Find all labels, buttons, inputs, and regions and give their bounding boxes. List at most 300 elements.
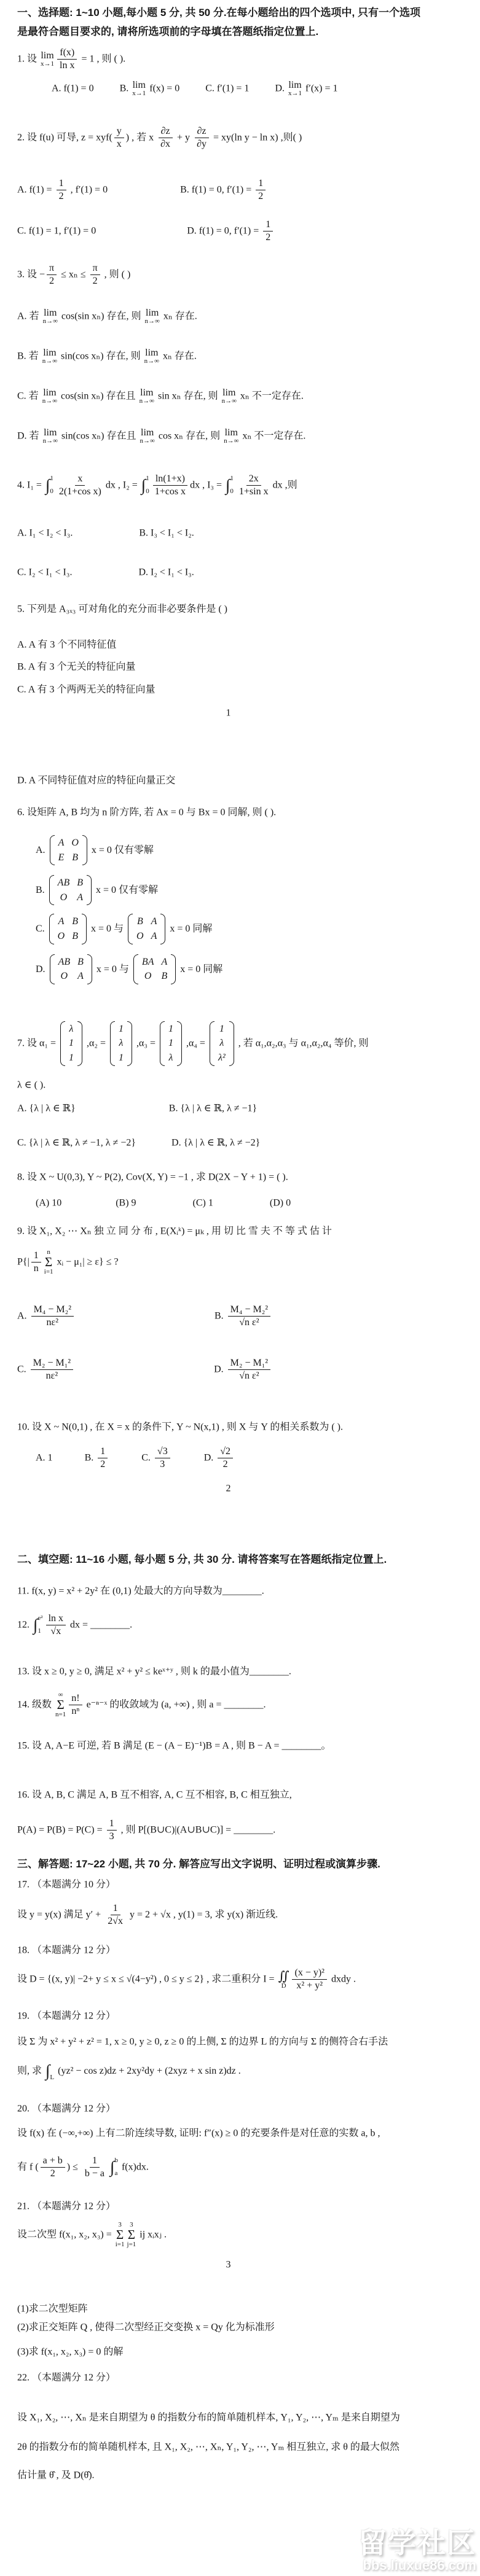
operator-symbol: lim xyxy=(145,347,159,358)
limit-operator xyxy=(222,388,237,405)
integral-upper: e² xyxy=(37,1614,43,1622)
integral-lower: L xyxy=(50,2073,55,2081)
fraction-denominator: 1+cos x xyxy=(154,486,186,497)
matrix-cell: O xyxy=(144,971,152,982)
fraction xyxy=(105,1902,125,1928)
fraction xyxy=(47,262,57,287)
q19-stem xyxy=(17,2035,464,2049)
text-run: 12. xyxy=(17,1619,32,1630)
integral-upper: b xyxy=(114,2157,118,2165)
matrix xyxy=(50,954,92,984)
fraction-numerator: M₂ − M₁² xyxy=(228,1357,270,1370)
fraction-denominator: x² + y² xyxy=(296,1980,323,1991)
matrix-cell: A xyxy=(77,892,83,903)
text-run: 9. 设 X₁, X₂ ⋯ Xₙ 独 立 同 分 布 , E(Xᵢᵏ) = μₖ , 用 切 比 雪 夫 不 等 式 估 计 xyxy=(17,1226,332,1237)
q16-stem xyxy=(17,1788,464,1802)
text-run: B. xyxy=(84,1452,96,1463)
stacked-operator xyxy=(55,1692,66,1718)
fraction xyxy=(194,125,209,150)
matrix xyxy=(160,1021,182,1066)
fraction-numerator: M₄ − M₂² xyxy=(228,1304,270,1317)
text-run: (yz² − cos z)dz + 2xy²dy + (2xyz + x sin z)dz . xyxy=(55,2065,241,2076)
matrix-cell: A xyxy=(161,956,168,967)
text-run: A, C xyxy=(164,1789,183,1800)
integral-sign: ∫ xyxy=(141,475,146,494)
operator-lower-bound: n→∞ xyxy=(42,397,58,405)
matrix-cell: O xyxy=(136,931,144,942)
fraction-numerator: 1 xyxy=(111,1902,120,1915)
matrix-grid xyxy=(55,954,87,984)
text-run: 21. （本题满分 12 分） xyxy=(17,2201,116,2212)
integral-lower: a xyxy=(114,2169,118,2177)
matrix-left-paren xyxy=(160,1021,165,1066)
text-run: D. {λ | λ ∈ ℝ, λ ≠ −2} xyxy=(171,1137,261,1148)
page-number-2 xyxy=(17,1482,439,1495)
stacked-operator xyxy=(278,1970,289,1990)
text-run: dx = ________. xyxy=(68,1619,133,1630)
operator-symbol: lim xyxy=(44,427,57,438)
q21-stem xyxy=(17,2222,464,2248)
q10-stem xyxy=(17,1420,464,1434)
operator-symbol: Σ xyxy=(57,1697,65,1712)
text-run: B. I₃ < I₁ < I₂. xyxy=(139,527,194,539)
text-run: D. 若 xyxy=(17,430,42,442)
fraction-denominator: 2 xyxy=(266,232,271,243)
q7-stem xyxy=(17,1021,464,1066)
text-run: C. {λ | λ ∈ ℝ, λ ≠ −1, λ ≠ −2} xyxy=(17,1137,136,1148)
matrix-cell: B xyxy=(161,971,168,982)
fraction-numerator: x xyxy=(75,473,85,486)
text-run: B. f(1) = 0, f′(1) = xyxy=(180,184,254,195)
text-run: 是最符合题目要求的, 请将所选项前的字母填在答题纸指定位置上. xyxy=(17,26,319,38)
limit-operator xyxy=(224,428,238,445)
text-run: xₙ 存在. xyxy=(160,311,197,322)
section1-header-line2 xyxy=(17,25,464,39)
fraction-numerator: π xyxy=(90,262,100,275)
matrix-grid xyxy=(133,914,160,944)
text-run: D. xyxy=(203,1452,216,1463)
matrix-left-paren xyxy=(60,1021,65,1066)
integral-sign: ∫ xyxy=(110,2157,115,2176)
text-run: e⁻ⁿ⁻ˣ 的收敛域为 (a, +∞) , 则 a = ________. xyxy=(84,1699,266,1710)
fraction-numerator: M₄ − M₂² xyxy=(31,1304,74,1317)
text-run: sin(cos xₙ) 存在, 则 xyxy=(58,351,143,362)
text-run: sin xₙ 存在, 则 xyxy=(155,391,221,402)
operator-symbol: lim xyxy=(140,387,154,398)
q4-stem xyxy=(17,473,464,498)
text-run: , 则 P[(B∪C)|(A∪B∪C)] = ________. xyxy=(118,1824,276,1835)
text-run: 设 D = {(x, y)| −2+ y ≤ x ≤ √(4−y²) , 0 ≤ y ≤ 2} , 求二重积分 I = xyxy=(17,1974,277,1985)
operator-lower-bound: n→∞ xyxy=(42,437,58,445)
matrix-cell: λ xyxy=(69,1023,74,1034)
text-run: f(x) = 0 xyxy=(147,83,180,94)
fraction-numerator: a + b xyxy=(41,2155,65,2168)
fraction-numerator: √3 xyxy=(155,1446,170,1458)
text-run: D. xyxy=(275,83,287,94)
fraction-denominator: nε² xyxy=(45,1371,58,1382)
integral-lower: 0 xyxy=(146,488,149,496)
operator-symbol: lim xyxy=(224,427,238,438)
text-run: (3)求 f(x₁, x₂, x₃) = 0 的解 xyxy=(17,2346,124,2357)
text-run: 10. 设 X ~ N(0,1) , 在 X = x 的条件下, Y ~ N(x,1) , 则 X 与 Y 的相关系数为 ( ). xyxy=(17,1422,344,1433)
fraction-numerator: 1 xyxy=(263,219,273,232)
text-run: 19. （本题满分 12 分） xyxy=(17,2010,116,2021)
matrix-grid xyxy=(65,1021,77,1066)
fraction-numerator: 1 xyxy=(57,177,66,190)
matrix-right-paren xyxy=(82,835,87,865)
q18-stem xyxy=(17,1967,464,1992)
text-run: C. xyxy=(141,1452,153,1463)
operator-lower-bound: x→1 xyxy=(288,89,302,97)
fraction-denominator: n xyxy=(33,1263,39,1274)
spacer xyxy=(249,90,275,91)
text-run: D. f(1) = 0, f′(1) = xyxy=(187,225,262,236)
matrix-left-paren xyxy=(49,914,54,944)
q2-options-cd xyxy=(17,219,464,244)
text-run: dxdy . xyxy=(328,1974,356,1985)
matrix-right-paren xyxy=(177,1021,182,1066)
q17-stem xyxy=(17,1902,464,1928)
matrix-grid xyxy=(55,835,82,865)
watermark-title: 留学社区 xyxy=(358,2527,476,2559)
integral-sign: ∫ xyxy=(45,475,50,494)
q8-stem xyxy=(17,1170,464,1184)
text-run: B. {λ | λ ∈ ℝ, λ ≠ −1} xyxy=(168,1103,258,1114)
operator-lower-bound: x→1 xyxy=(132,89,146,97)
text-run: = 1 , 则 ( ). xyxy=(79,53,126,64)
fraction-numerator: f(x) xyxy=(57,47,77,60)
text-run: A. f(1) = 0 xyxy=(52,83,94,94)
matrix-right-paren xyxy=(171,954,176,984)
fraction xyxy=(46,1613,66,1638)
text-run: 设 Σ 为 x² + y² + z² = 1, x ≥ 0, y ≥ 0, z ≥ 0 的上侧, Σ 的边界 L 的方向与 Σ 的侧符合右手法 xyxy=(17,2037,388,2047)
fraction-denominator: 1+sin x xyxy=(238,486,269,497)
operator-lower-bound: i=1 xyxy=(44,1268,53,1276)
q1-options xyxy=(17,80,464,97)
operator-lower-bound: n→∞ xyxy=(42,357,58,365)
matrix xyxy=(49,875,92,905)
text-run: x = 0 仅有零解 xyxy=(89,844,154,855)
fraction-denominator: 3 xyxy=(160,1458,165,1469)
limit-operator xyxy=(43,308,58,325)
q19-stem-2 xyxy=(17,2061,464,2081)
fraction-denominator: ∂x xyxy=(160,138,171,149)
text-run: P{| xyxy=(17,1257,30,1268)
q13-stem xyxy=(17,1665,464,1678)
matrix-left-paren xyxy=(110,1021,115,1066)
text-run: (D) 0 xyxy=(269,1197,291,1208)
text-run: cos(sin xₙ) 存在, 则 xyxy=(58,311,144,322)
text-run: 互不相容, xyxy=(183,1789,230,1800)
text-run: 2 xyxy=(226,1483,231,1494)
text-run: cos(sin xₙ) 存在且 xyxy=(58,391,138,402)
text-run: A. xyxy=(36,844,48,855)
integral-lower: 0 xyxy=(50,488,53,496)
text-run: 4. I₁ = xyxy=(17,480,44,491)
matrix-right-paren xyxy=(87,954,92,984)
text-run: 20. （本题满分 12 分） xyxy=(17,2103,116,2114)
fraction-denominator: 3 xyxy=(109,1831,114,1842)
text-run: ,α₂ = xyxy=(84,1038,108,1049)
text-run: 14. 级数 xyxy=(17,1699,55,1710)
matrix-cell: A xyxy=(151,916,157,927)
text-run: 相互独立, xyxy=(247,1789,292,1800)
matrix-left-paren xyxy=(128,914,133,944)
q3-option-a xyxy=(17,308,464,325)
section3-header xyxy=(17,1858,464,1872)
matrix-cell: A xyxy=(58,916,65,927)
operator-lower-bound: D xyxy=(281,1982,286,1990)
text-run: C. xyxy=(17,1364,29,1376)
spacer xyxy=(76,1318,214,1319)
matrix-cell: 1 xyxy=(118,1053,124,1064)
text-run: D. xyxy=(36,963,48,975)
fraction xyxy=(152,473,188,498)
q22-stem-3 xyxy=(17,2469,464,2482)
matrix-cell: AB xyxy=(58,956,71,967)
text-run: ₙ xyxy=(73,269,78,280)
text-run: A. xyxy=(17,1311,30,1322)
stacked-operator xyxy=(44,1249,53,1275)
matrix-left-paren xyxy=(49,875,54,905)
q6-option-d xyxy=(17,954,464,984)
integral-bounds xyxy=(37,1615,42,1635)
text-run: B. xyxy=(119,83,132,94)
text-run: dx ,则 xyxy=(272,480,297,491)
operator-symbol: lim xyxy=(288,79,302,90)
fraction-denominator: √n ε² xyxy=(239,1317,259,1328)
text-run: ≤ xyxy=(77,269,89,280)
text-run: 22. （本题满分 12 分） xyxy=(17,2373,116,2383)
stacked-operator xyxy=(116,2222,125,2248)
text-run: B. A 有 3 个无关的特征向量 xyxy=(17,662,136,672)
q6-stem xyxy=(17,806,464,819)
operator-symbol: lim xyxy=(43,387,57,398)
q2-stem xyxy=(17,125,464,150)
operator-lower-bound: n→∞ xyxy=(224,437,239,445)
operator-lower-bound: n→∞ xyxy=(144,317,160,325)
fraction xyxy=(107,1818,117,1843)
matrix-right-paren xyxy=(160,914,165,944)
q7-options-cd xyxy=(17,1136,464,1150)
q21-part1 xyxy=(17,2302,464,2316)
text-run: A. I₁ < I₂ < I₃. xyxy=(17,527,73,539)
text-run: 三、解答题: 17~22 小题, 共 70 分. 解答应写出文字说明、证明过程或演算步骤. xyxy=(17,1858,380,1870)
text-run: dx , I₃ = xyxy=(190,480,224,491)
q17-points xyxy=(17,1878,464,1891)
matrix xyxy=(50,835,87,865)
fraction-numerator: 2x xyxy=(246,473,261,486)
q5-option-c xyxy=(17,683,464,696)
limit-operator xyxy=(132,80,146,97)
fraction-denominator: √n ε² xyxy=(239,1371,259,1382)
text-run: ,α₃ = xyxy=(133,1038,158,1049)
limit-operator xyxy=(140,428,155,445)
text-run: 11. f(x, y) = x² + 2y² 在 (0,1) 处最大的方向导数为________. xyxy=(17,1586,264,1597)
text-run: 15. 设 A, A−E 可逆, 若 B 满足 (E − (A − E)⁻¹)B = A , 则 B − A = ________。 xyxy=(17,1740,331,1751)
text-run: dx , I₂ = xyxy=(105,480,140,491)
fraction-numerator: ln(1+x) xyxy=(153,473,187,486)
integral-lower: 0 xyxy=(230,488,234,496)
q3-stem xyxy=(17,262,464,287)
q20-stem-2 xyxy=(17,2155,464,2180)
q5-option-d xyxy=(17,774,464,787)
operator-upper-bound: 3 xyxy=(130,2220,133,2228)
matrix-right-paren xyxy=(87,875,92,905)
q16-stem-2 xyxy=(17,1818,464,1843)
stacked-operator xyxy=(127,2222,136,2248)
text-run: 1. 设 xyxy=(17,53,40,64)
matrix-cell: B xyxy=(77,956,84,967)
text-run: λ ∈ ( ). xyxy=(17,1080,46,1091)
q5-stem xyxy=(17,602,464,616)
matrix-left-paren xyxy=(133,954,138,984)
fraction xyxy=(57,47,77,72)
watermark-url: bbs.liuxue86.com xyxy=(363,2558,476,2573)
fraction xyxy=(228,1357,270,1382)
fraction-denominator: √x xyxy=(50,1625,61,1636)
fraction xyxy=(90,262,100,287)
matrix-cell: A xyxy=(58,838,65,849)
fraction-denominator: ln x xyxy=(60,60,75,71)
spacer xyxy=(179,90,205,91)
text-run: sin(cos xₙ) 存在且 xyxy=(58,430,139,442)
fraction-numerator: M₂ − M₁² xyxy=(31,1357,73,1370)
text-run: 8. 设 X ~ U(0,3), Y ~ P(2), Cov(X, Y) = −1 , 求 D(2X − Y + 1) = ( ). xyxy=(17,1172,288,1183)
text-run: 17. （本题满分 10 分） xyxy=(17,1879,116,1890)
q7-options-ab xyxy=(17,1102,464,1115)
text-run: A. 1 xyxy=(36,1452,53,1463)
page-number-3 xyxy=(17,2258,439,2271)
matrix-right-paren xyxy=(82,914,87,944)
text-run: B. 若 xyxy=(17,351,41,362)
matrix-cell: B xyxy=(72,916,79,927)
text-run: A. 若 xyxy=(17,311,42,322)
integral-upper: 1 xyxy=(50,475,53,483)
text-run: xₙ 存在. xyxy=(160,351,197,362)
matrix-cell: λ xyxy=(168,1053,173,1064)
fraction-numerator: (x − y)² xyxy=(292,1967,326,1980)
spacer xyxy=(76,1110,169,1111)
text-run: , 若 α₁,α₂,α₃ 与 α₁,α₂,α₄ 等价, 则 xyxy=(235,1038,369,1049)
text-run: A. {λ | λ ∈ ℝ} xyxy=(17,1103,76,1114)
operator-symbol: lim xyxy=(141,427,154,438)
operator-symbol: lim xyxy=(43,347,57,358)
fraction xyxy=(237,473,271,498)
fraction-denominator: 2 xyxy=(58,190,64,201)
matrix-cell: λ xyxy=(119,1038,124,1049)
text-run: ij xᵢxⱼ . xyxy=(137,2229,167,2240)
text-run: ,α₄ = xyxy=(183,1038,208,1049)
text-run: ≤ x xyxy=(58,269,74,280)
fraction xyxy=(98,1446,108,1471)
integral-upper: 1 xyxy=(146,475,149,483)
limit-operator xyxy=(41,51,54,68)
limit-operator xyxy=(42,388,57,405)
text-run: B. xyxy=(36,885,47,896)
operator-symbol: ∬ xyxy=(278,1968,289,1983)
integral-sign: ∫ xyxy=(33,1615,38,1634)
q21-part2 xyxy=(17,2321,464,2334)
text-run: xₙ 不一定存在. xyxy=(237,391,304,402)
text-run: , f′(1) = 0 xyxy=(68,184,108,195)
text-run: D. I₂ < I₁ < I₃. xyxy=(138,567,194,578)
fraction-denominator: x xyxy=(116,138,122,149)
fraction-denominator: nε² xyxy=(46,1317,59,1328)
text-run: 1 xyxy=(226,707,231,718)
limit-operator xyxy=(42,348,57,365)
integral xyxy=(110,2157,118,2177)
matrix-cell: B xyxy=(72,852,79,863)
text-run: (2)求正交矩阵 Q , 使得二次型经正交变换 x = Qy 化为标准形 xyxy=(17,2322,275,2333)
q20-stem xyxy=(17,2127,464,2140)
fraction xyxy=(69,1692,82,1718)
q22-points xyxy=(17,2371,464,2384)
text-run: 3 xyxy=(226,2259,231,2270)
matrix xyxy=(60,1021,82,1066)
q15-stem xyxy=(17,1739,464,1753)
fraction-numerator: n! xyxy=(69,1692,82,1705)
integral-lower: 1 xyxy=(37,1627,41,1635)
limit-operator xyxy=(145,308,160,325)
fraction-denominator: 2 xyxy=(49,275,55,286)
matrix-right-paren xyxy=(229,1021,234,1066)
fraction-numerator: 1 xyxy=(256,177,266,190)
operator-symbol: Σ xyxy=(45,1255,53,1270)
text-run: (1)求二次型矩阵 xyxy=(17,2303,88,2314)
limit-operator xyxy=(43,428,58,445)
q2-options-ab xyxy=(17,177,464,203)
page-number-1 xyxy=(17,706,439,720)
fraction xyxy=(31,1250,41,1275)
matrix-cell: 1 xyxy=(219,1023,224,1034)
matrix-cell: λ xyxy=(219,1038,224,1049)
text-run: 6. 设矩阵 A, B 均为 n 阶方阵, 若 Ax = 0 与 Bx = 0 同解, 则 ( ). xyxy=(17,807,277,818)
text-run: 设 f(x) 在 (−∞,+∞) 上有二阶连续导数, 证明: f″(x) ≥ 0 的充要条件是对任意的实数 a, b , xyxy=(17,2128,380,2139)
fraction-denominator: 2 xyxy=(50,2168,55,2179)
fraction xyxy=(158,125,173,150)
operator-lower-bound: i=1 xyxy=(115,2240,125,2248)
integral xyxy=(45,475,53,495)
text-run: 5. 下列是 A₃ₓ₃ 可对角化的充分而非必要条件是 ( ) xyxy=(17,604,228,615)
q5-option-a xyxy=(17,638,464,652)
text-run: D. A 不同特征值对应的特征向量正交 xyxy=(17,775,176,786)
text-run: 二、填空题: 11~16 小题, 每小题 5 分, 共 30 分. 请将答案写在答题纸指定位置上. xyxy=(17,1553,387,1565)
q21-part3 xyxy=(17,2345,464,2359)
text-run: xᵢ − μ₁| ≥ ε} ≤ ? xyxy=(54,1257,119,1268)
text-run: = xy(ln y − ln x) ,则( ) xyxy=(210,132,302,143)
operator-symbol: lim xyxy=(132,79,146,90)
operator-symbol: Σ xyxy=(127,2227,136,2242)
operator-upper-bound: 3 xyxy=(118,2220,122,2228)
fraction-denominator: 2 xyxy=(222,1458,228,1469)
fraction xyxy=(41,2155,65,2180)
text-run: x = 0 与 xyxy=(89,924,127,935)
integral-bounds xyxy=(114,2157,118,2177)
text-run: x = 0 与 xyxy=(93,963,132,975)
text-run: C. xyxy=(36,924,47,935)
matrix-cell: 1 xyxy=(118,1023,124,1034)
text-run: 7. 设 α₁ = xyxy=(17,1038,58,1049)
text-run: ) , 若 x xyxy=(125,132,157,143)
fraction-denominator: 2(1+cos x) xyxy=(58,486,101,497)
q4-options-ab xyxy=(17,526,464,540)
q11-stem xyxy=(17,1584,464,1598)
matrix-grid xyxy=(54,875,87,905)
matrix-cell: BA xyxy=(141,956,154,967)
q6-option-b xyxy=(17,875,464,905)
fraction xyxy=(31,1304,74,1329)
